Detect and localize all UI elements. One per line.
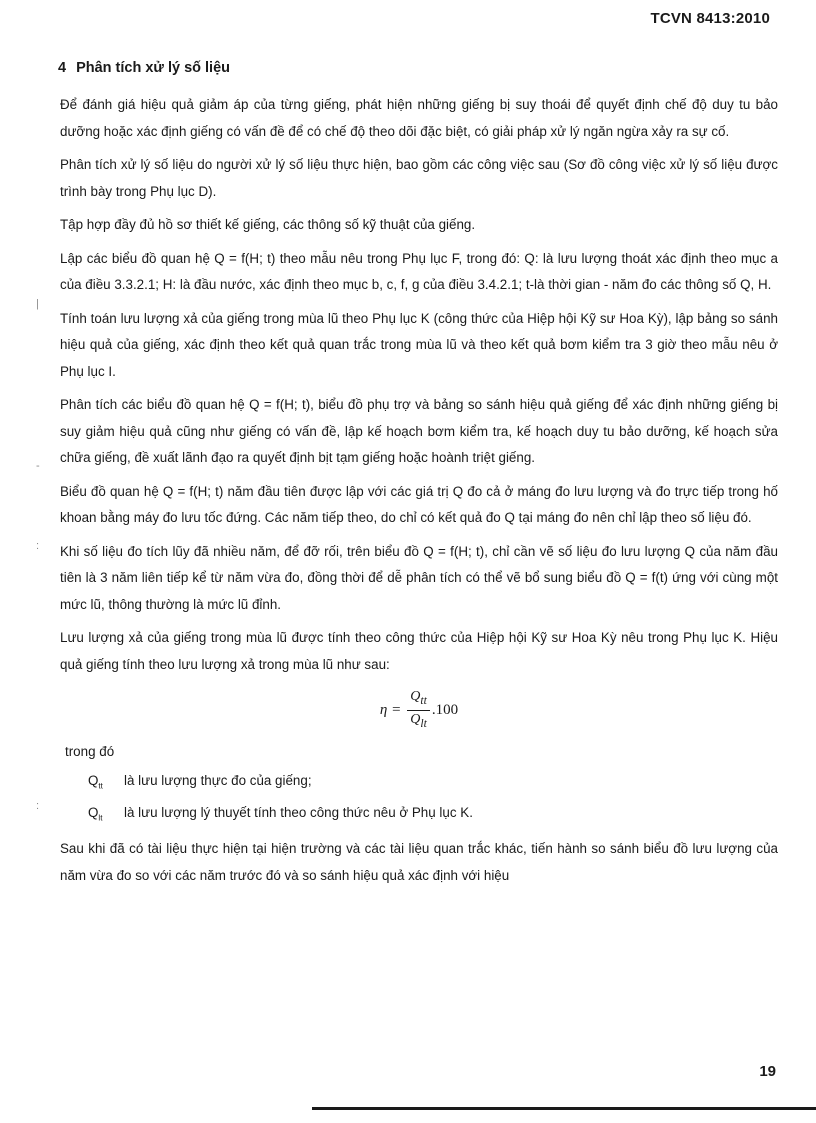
section-title: Phân tích xử lý số liệu — [76, 60, 231, 76]
definition-symbol: $Q_{tt}$ — [88, 773, 103, 791]
paragraph: Sau khi đã có tài liệu thực hiện tại hiện trường và các tài liệu quan trắc khác, tiến hành so sánh biểu đồ lưu lượng của năm vừa đo so với các năm trước đó và so sánh hiệu quả xác định với hiệu — [60, 841, 778, 883]
where-intro: trong đó — [65, 744, 115, 759]
formula-numerator: $Q_{tt}$ — [410, 688, 427, 707]
section-heading — [58, 60, 230, 76]
paragraph: Phân tích xử lý số liệu do người xử lý số liệu thực hiện, bao gồm các công việc sau (Sơ đồ công việc xử lý số liệu được trình bày trong Phụ lục D). — [60, 157, 778, 199]
footer-rule — [312, 1107, 816, 1110]
definition-text: là lưu lượng lý thuyết tính theo công thức nêu ở Phụ lục K. — [124, 804, 473, 820]
section-number: 4 — [58, 60, 67, 76]
margin-mark: : — [36, 540, 40, 552]
formula-lhs: η = — [379, 701, 402, 718]
efficiency-formula — [60, 686, 778, 734]
paragraph: Lập các biểu đồ quan hệ Q = f(H; t) theo mẫu nêu trong Phụ lục F, trong đó: Q: là lưu lượng thoát xác định theo mục a của điều 3.3.2.1; H: là đầu nước, xác định theo mục b, c, f, g của điều 3.4.2.1; t-là thời gian - năm đo các thông số Q, H. — [60, 250, 778, 292]
definition-item — [88, 805, 778, 823]
definition-text: là lưu lượng thực đo của giếng; — [124, 773, 312, 788]
formula-fraction — [407, 688, 430, 733]
standard-code: TCVN 8413:2010 — [650, 10, 770, 27]
margin-mark: - — [36, 460, 40, 472]
definition-item — [88, 773, 778, 791]
paragraph: Khi số liệu đo tích lũy đã nhiều năm, để đỡ rối, trên biểu đồ Q = f(H; t), chỉ cần vẽ số liệu đo lưu lượng Q của năm đầu tiên là 3 năm liên tiếp kể từ năm vừa đo, đồng thời để dễ phân tích có thể vẽ bổ sung biểu đồ Q = f(t) ứng với cùng một mức lũ, thông thường là mức lũ đỉnh. — [60, 543, 778, 612]
paragraph: Biểu đồ quan hệ Q = f(H; t) năm đầu tiên được lập với các giá trị Q đo cả ở máng đo lưu lượng và đo trực tiếp trong hố khoan bằng máy đo lưu tốc đứng. Các năm tiếp theo, do chỉ có kết quả đo Q tại máng đo nên chỉ lập theo số liệu đó. — [60, 483, 778, 525]
paragraph: Để đánh giá hiệu quả giảm áp của từng giếng, phát hiện những giếng bị suy thoái để quyết định chế độ duy tu bảo dưỡng hoặc xác định giếng có vấn đề để có chế độ theo dõi đặc biệt, có giải pháp xử lý ngăn ngừa xảy ra sự cố. — [60, 97, 778, 139]
paragraph: Lưu lượng xả của giếng trong mùa lũ được tính theo công thức của Hiệp hội Kỹ sư Hoa Kỳ nêu trong Phụ lục K. Hiệu quả giếng tính theo lưu lượng xả trong mùa lũ như sau: — [60, 630, 778, 672]
definition-symbol: $Q_{lt}$ — [88, 804, 103, 823]
page-number: 19 — [759, 1063, 776, 1080]
formula-rhs: .100 — [431, 701, 459, 718]
paragraph: Tính toán lưu lượng xả của giếng trong mùa lũ theo Phụ lục K (công thức của Hiệp hội Kỹ sư Hoa Kỳ), lập bảng so sánh hiệu quả của giếng, xác định theo kết quả quan trắc trong mùa lũ và theo kết quả bơm kiểm tra 3 giờ theo mẫu nêu ở Phụ lục I. — [60, 310, 778, 379]
paragraph: Phân tích các biểu đồ quan hệ Q = f(H; t), biểu đồ phụ trợ và bảng so sánh hiệu quả giếng để xác định những giếng bị suy giảm hiệu quả cũng như giếng có vấn đề, lập kế hoạch bơm kiểm tra, kế hoạch duy tu bảo dưỡng, kế hoạch sửa chữa giếng, đề xuất lãnh đạo ra quyết định bịt tạm giếng hoặc hoành triệt giếng. — [60, 397, 778, 465]
formula-denominator: $Q_{lt}$ — [410, 711, 427, 730]
margin-mark: | — [36, 298, 39, 310]
document-body — [60, 92, 778, 896]
margin-mark: : — [36, 800, 40, 812]
paragraph: Tập hợp đầy đủ hồ sơ thiết kế giếng, các thông số kỹ thuật của giếng. — [60, 217, 476, 232]
